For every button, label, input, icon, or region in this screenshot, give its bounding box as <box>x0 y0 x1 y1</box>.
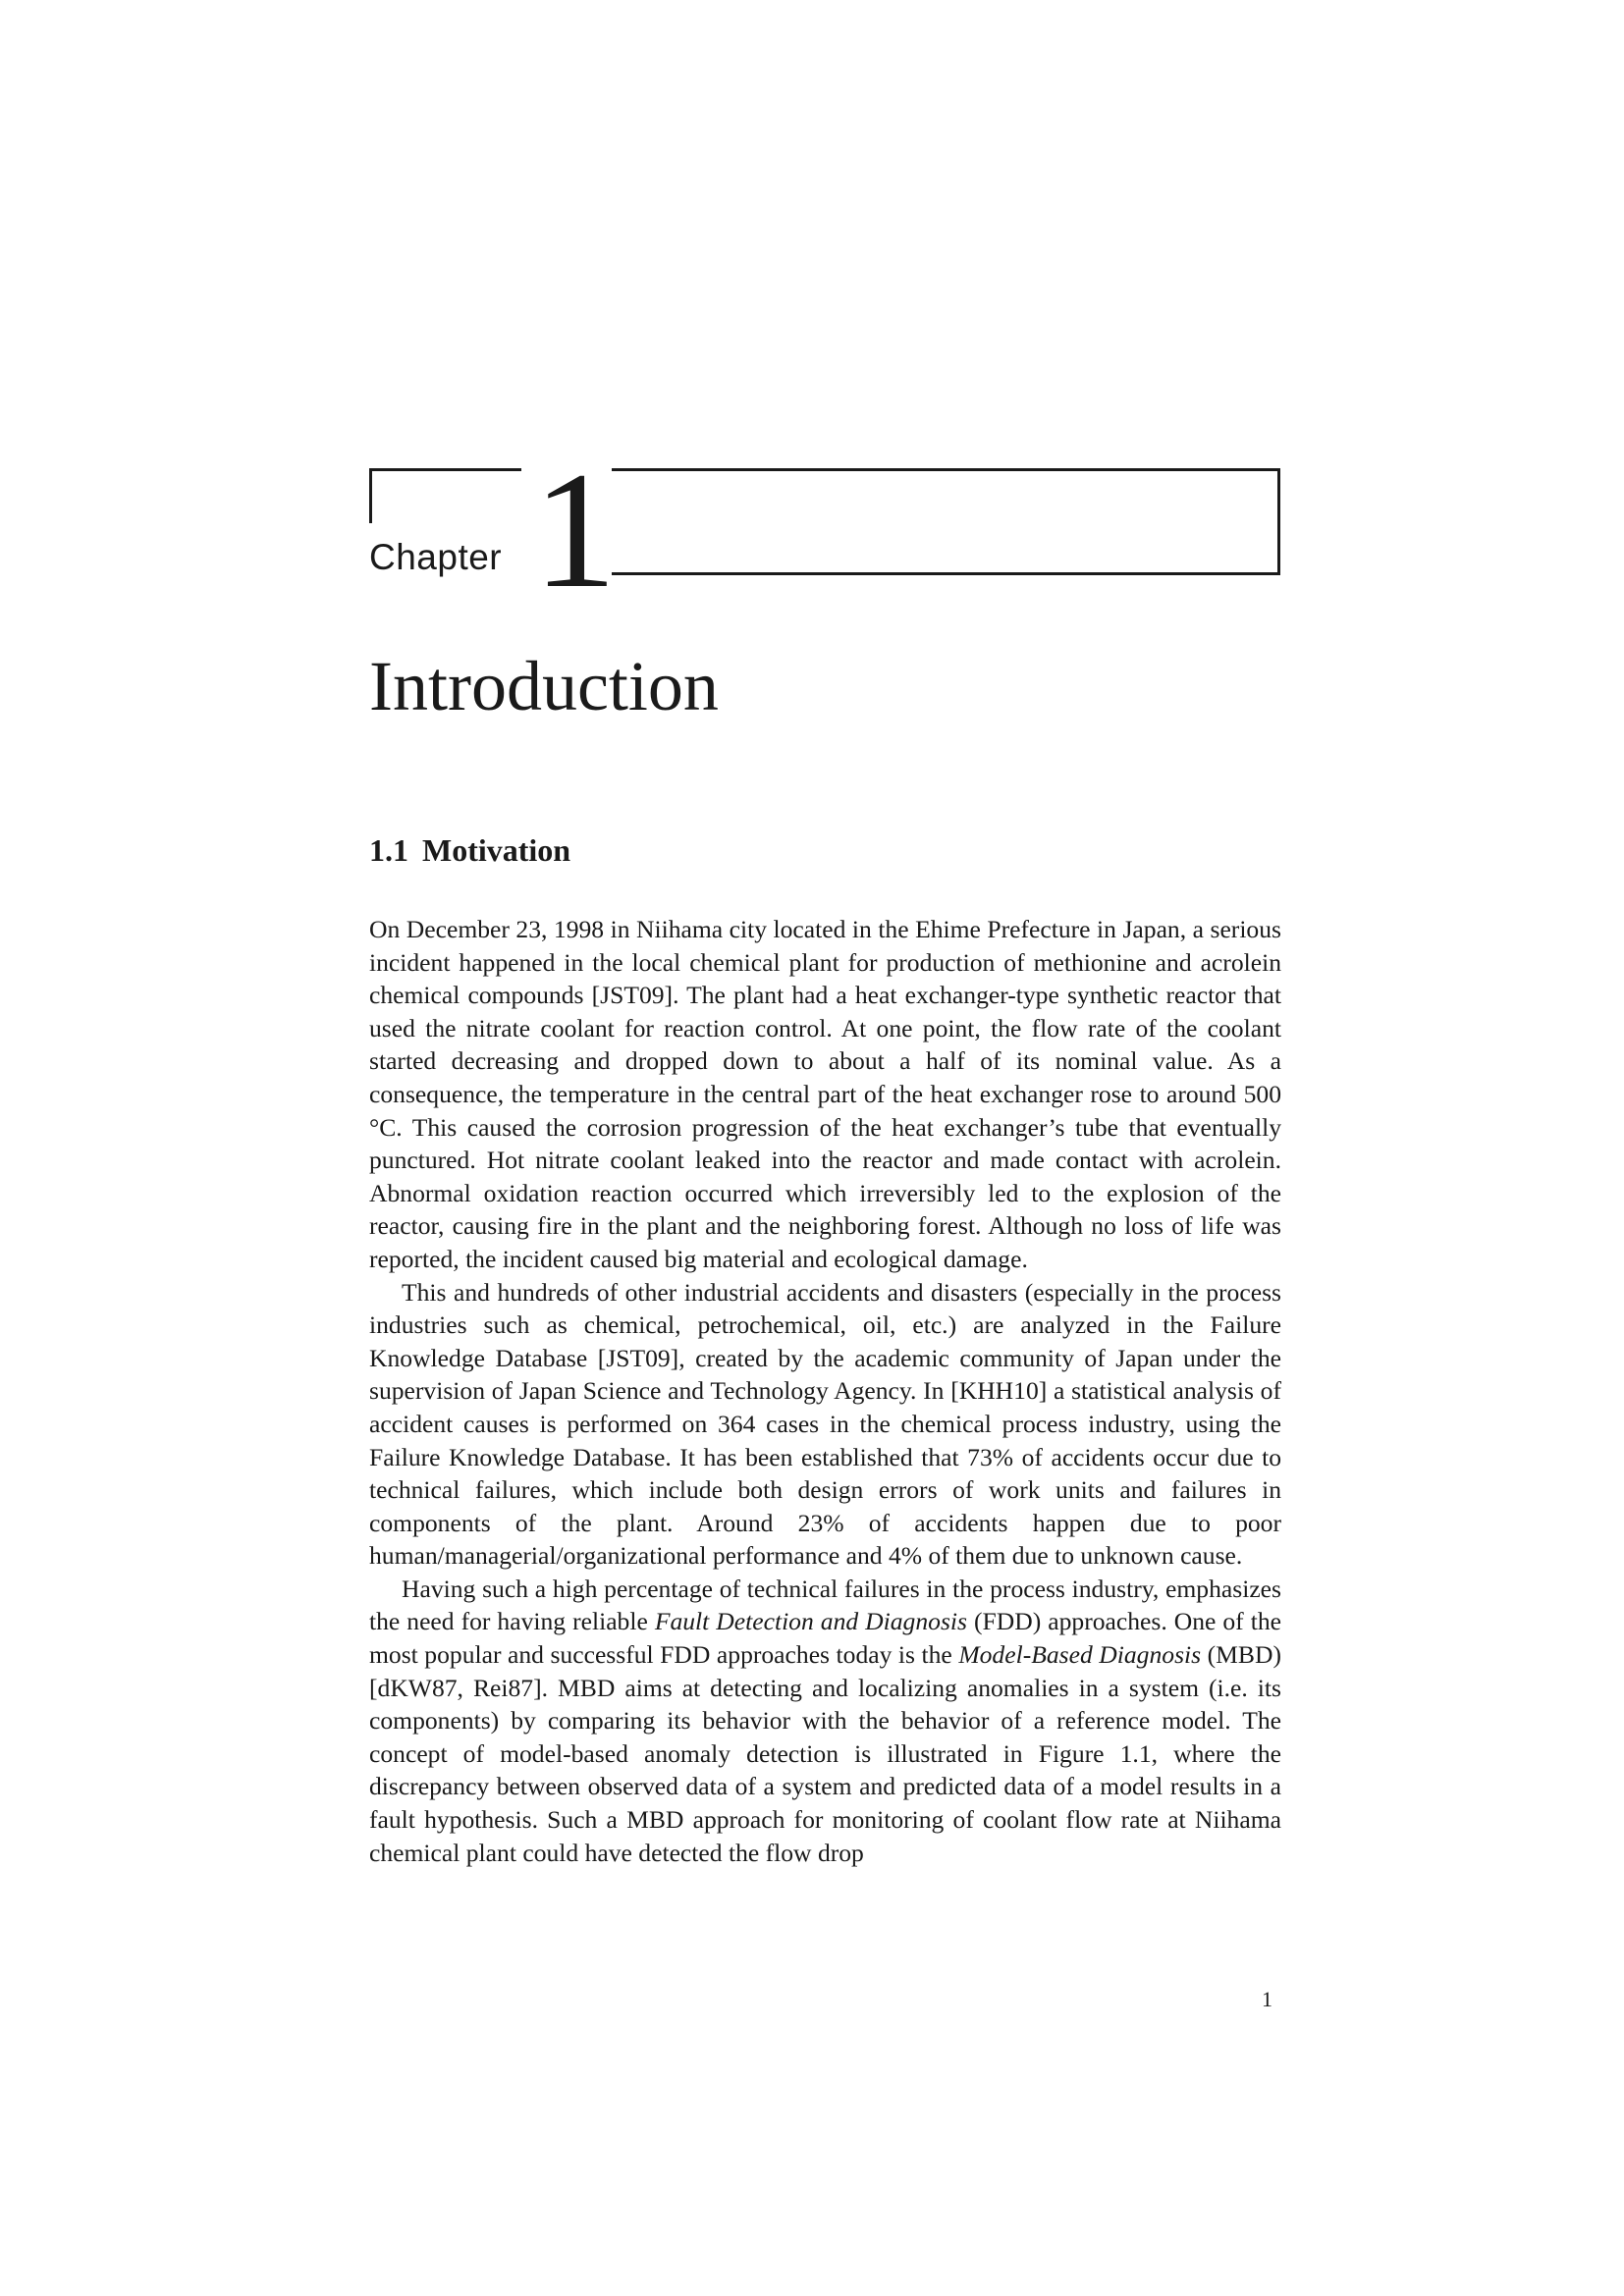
chapter-box-bottom-rule <box>612 572 1280 575</box>
term-mbd: Model-Based Diagnosis <box>958 1640 1202 1670</box>
chapter-title: Introduction <box>369 647 719 725</box>
paragraph-3-part-b: (FDD) approaches. One of the most popular and successful FDD approaches today is the <box>369 1607 1281 1670</box>
paragraph-3-part-c: (MBD) [dKW87, Rei87]. MBD aims at detecting and localizing anomalies in a system (i.e. its components) by comparing its behavior with the behavior of a reference model. The concept of model-based anomaly detection is illustrated in Figure 1.1, where the discrepancy between observed data of a system and predicted data of a model results in a fault hypothesis. Such a MBD approach for monitoring of coolant flow rate at Niihama chemical plant could have detected the flow drop <box>369 1640 1281 1867</box>
chapter-box-top-right-rule <box>612 468 1280 471</box>
chapter-label: Chapter <box>369 537 503 577</box>
section-number: 1.1 <box>369 832 408 868</box>
paragraph-1: On December 23, 1998 in Niihama city located in the Ehime Prefecture in Japan, a serious incident happened in the local chemical plant for production of methionine and acrolein chemical compounds [JST09]. The plant had a heat exchanger-type synthetic reactor that used the nitrate coolant for reaction control. At one point, the flow rate of the coolant started decreasing and dropped down to about a half of its nominal value. As a consequence, the temperature in the central part of the heat exchanger rose to around 500 °C. This caused the corrosion progression of the heat exchanger’s tube that eventually punctured. Hot nitrate coolant leaked into the reactor and made contact with acrolein. Abnormal oxidation reaction occurred which irreversibly led to the explosion of the reactor, causing fire in the plant and the neighboring forest. Although no loss of life was reported, the incident caused big material and ecological damage. <box>369 915 1281 1273</box>
term-fdd: Fault Detection and Diagnosis <box>654 1607 967 1636</box>
paragraph-2: This and hundreds of other industrial accidents and disasters (especially in the process industries such as chemical, petrochemical, oil, etc.) are analyzed in the Failure Knowledge Database [JST09], created by the academic community of Japan under the supervision of Japan Science and Technology Agency. In [KHH10] a statistical analysis of accident causes is performed on 364 cases in the chemical process industry, using the Failure Knowledge Database. It has been established that 73% of accidents occur due to technical failures, which include both design errors of work units and failures in components of the plant. Around 23% of accidents happen due to poor human/managerial/organizational performance and 4% of them due to unknown cause. <box>369 1277 1281 1571</box>
chapter-number: 1 <box>533 438 617 622</box>
chapter-box-top-left-rule <box>369 468 521 471</box>
chapter-heading-box <box>369 438 1280 622</box>
body-text <box>369 913 1281 1869</box>
section-heading <box>369 834 570 866</box>
paragraph-3-part-a: Having such a high percentage of technical failures in the process industry, emphasizes the need for having reliable <box>369 1574 1281 1636</box>
paragraph-3 <box>369 1573 1281 1869</box>
section-title-text: Motivation <box>422 832 571 868</box>
page-number: 1 <box>1262 1987 1272 2011</box>
chapter-box-left-rule <box>369 468 372 523</box>
chapter-box-right-rule <box>1277 468 1280 575</box>
